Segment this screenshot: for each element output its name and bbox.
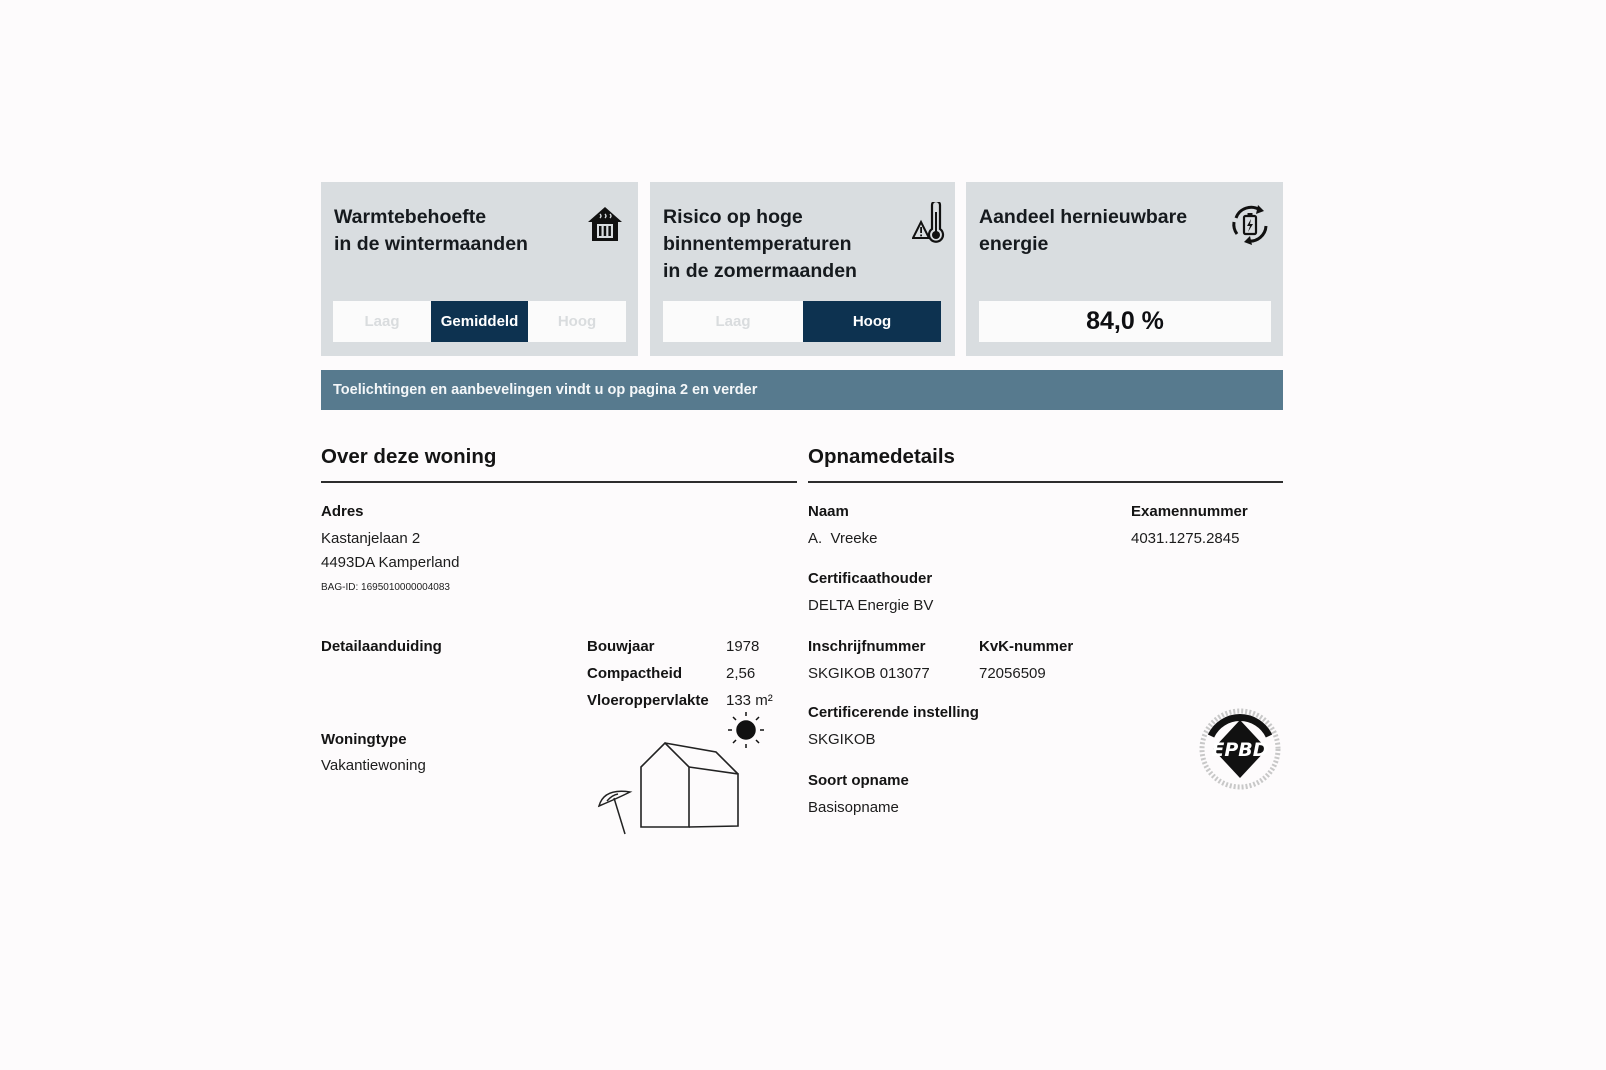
overheating-risk-card: [650, 182, 955, 356]
certificerende-instelling-label: Certificerende instelling: [808, 704, 979, 721]
heat-title-line2: in de wintermaanden: [334, 233, 528, 255]
vloeroppervlakte-value: 133 m²: [726, 692, 773, 709]
sun-icon: [728, 712, 764, 748]
heat-demand-card: [321, 182, 638, 356]
inschrijfnummer-value: SKGIKOB 013077: [808, 665, 930, 682]
renewable-share-card: [966, 182, 1283, 356]
house-radiator-icon: [585, 204, 625, 244]
heat-title-line1: Warmtebehoefte: [334, 206, 487, 228]
certificerende-instelling-value: SKGIKOB: [808, 731, 876, 748]
soort-opname-value: Basisopname: [808, 799, 899, 816]
temp-option-low: Laag: [663, 301, 803, 342]
certificaathouder-value: DELTA Energie BV: [808, 597, 934, 614]
examennummer-label: Examennummer: [1131, 503, 1248, 520]
heat-demand-scale: [333, 301, 626, 342]
holiday-house-illustration: [592, 700, 780, 840]
temp-title-line3: in de zomermaanden: [663, 260, 857, 282]
naam-value: A. Vreeke: [808, 530, 878, 547]
examennummer-value: 4031.1275.2845: [1131, 530, 1240, 547]
temp-title-line2: binnentemperaturen: [663, 233, 852, 255]
vloeroppervlakte-label: Vloeroppervlakte: [587, 692, 709, 709]
renewable-title-line2: energie: [979, 233, 1049, 255]
naam-label: Naam: [808, 503, 849, 520]
kvk-value: 72056509: [979, 665, 1046, 682]
temp-option-high: Hoog: [803, 301, 941, 342]
thermometer-warning-icon: [912, 202, 946, 246]
recycle-battery-icon: [1228, 202, 1272, 246]
kvk-label: KvK-nummer: [979, 638, 1074, 655]
bouwjaar-value: 1978: [726, 638, 760, 655]
adres-label: Adres: [321, 503, 364, 520]
overheating-title: [663, 204, 857, 285]
parasol-icon: [599, 791, 630, 834]
overheating-scale: [663, 301, 941, 342]
soort-opname-label: Soort opname: [808, 772, 909, 789]
epbd-seal-icon: [1197, 706, 1283, 792]
section-rule-woning: [321, 481, 797, 483]
temp-title-line1: Risico op hoge: [663, 206, 803, 228]
epbd-logo-text: EPBD: [1211, 739, 1269, 761]
renewable-title-line1: Aandeel hernieuwbare: [979, 206, 1188, 228]
adres-line2: 4493DA Kamperland: [321, 554, 460, 571]
info-banner-text: Toelichtingen en aanbevelingen vindt u op pagina 2 en verder: [333, 382, 758, 398]
renewable-title: [979, 204, 1187, 258]
woningtype-label: Woningtype: [321, 731, 407, 748]
heat-option-high: Hoog: [528, 301, 626, 342]
inschrijfnummer-label: Inschrijfnummer: [808, 638, 926, 655]
bouwjaar-label: Bouwjaar: [587, 638, 655, 655]
heat-option-low: Laag: [333, 301, 431, 342]
heat-option-average: Gemiddeld: [431, 301, 528, 342]
section-title-woning: Over deze woning: [321, 445, 497, 468]
bag-id: BAG-ID: 1695010000004083: [321, 582, 450, 593]
compactheid-value: 2,56: [726, 665, 756, 682]
certificaathouder-label: Certificaathouder: [808, 570, 933, 587]
info-banner: [321, 370, 1283, 410]
woningtype-value: Vakantiewoning: [321, 757, 426, 774]
adres-line1: Kastanjelaan 2: [321, 530, 421, 547]
house-outline-icon: [641, 743, 738, 827]
section-rule-opname: [808, 481, 1283, 483]
detail-label: Detailaanduiding: [321, 638, 442, 655]
heat-demand-title: [334, 204, 528, 258]
compactheid-label: Compactheid: [587, 665, 683, 682]
renewable-percentage: 84,0 %: [979, 301, 1271, 342]
section-title-opname: Opnamedetails: [808, 445, 955, 468]
